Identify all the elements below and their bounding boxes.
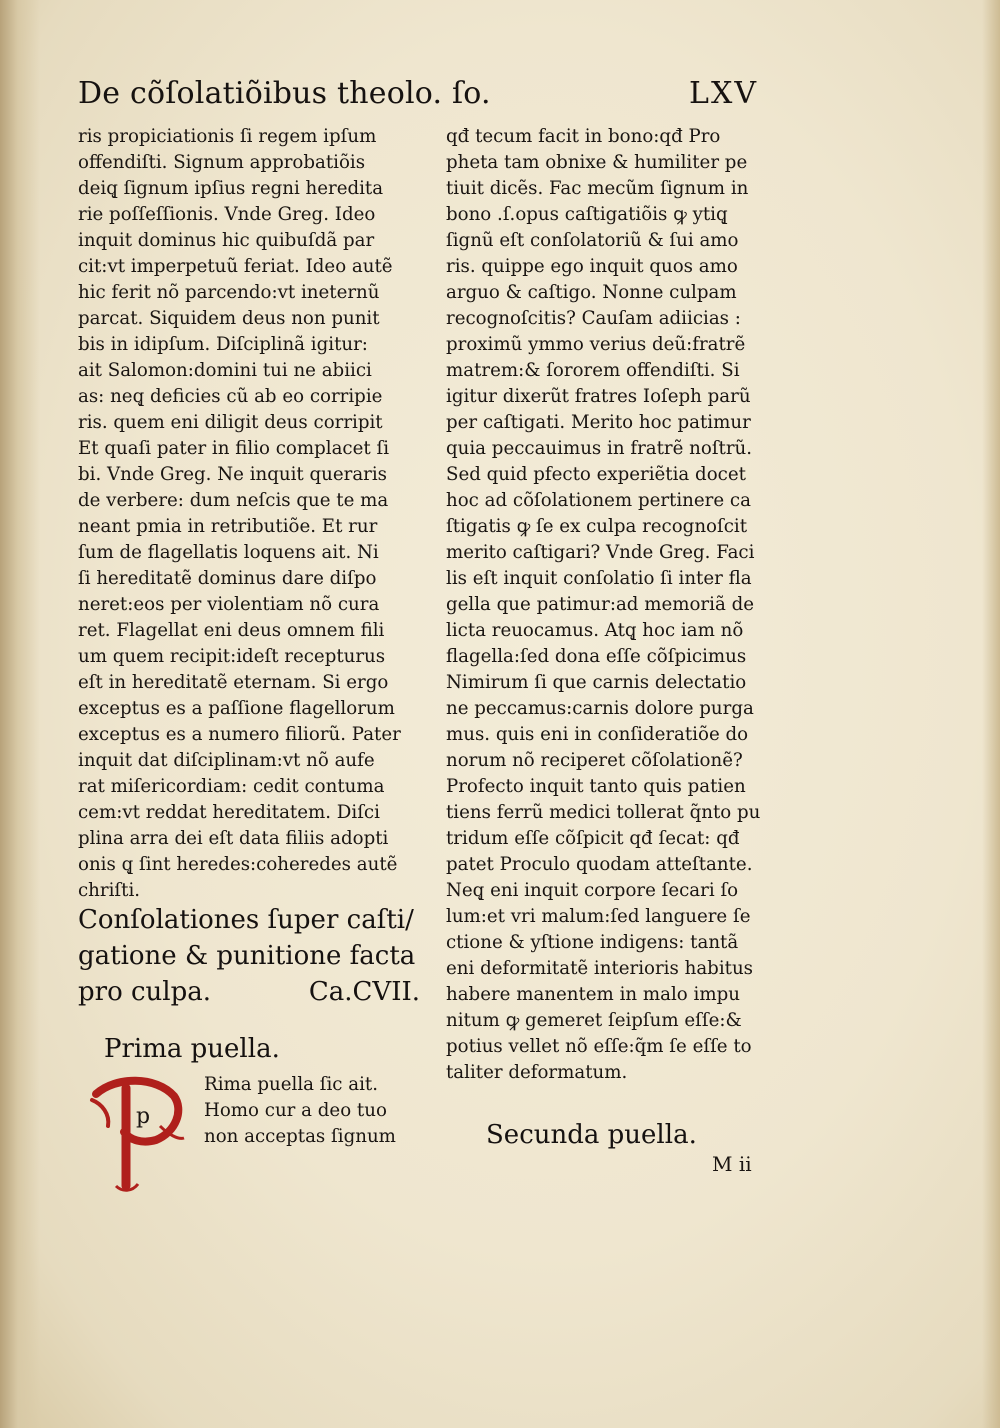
text-line: nitum ꝙ gemeret ſeipſum eſſe:& (446, 1010, 742, 1031)
text-line: lum:et vri malum:ſed languere ſe (446, 906, 751, 927)
text-line: merito caſtigari? Vnde Greg. Faci (446, 542, 755, 563)
text-line: as: neq̨ deficies cũ ab eo corripie (78, 386, 383, 407)
decorated-initial (86, 1074, 186, 1194)
text-line: lis eſt inquit conſolatio ſi inter fla (446, 568, 752, 589)
right-text-column (446, 124, 794, 1086)
text-line: cit:vt imperpetuũ feriat. Ideo autẽ (78, 256, 393, 277)
text-line: hic ferit nõ parcendo:vt ineternũ (78, 282, 380, 303)
text-line: habere manentem in malo impu (446, 984, 740, 1005)
text-line: cem:vt reddat hereditatem. Diſci (78, 802, 380, 823)
speaker-heading-second: Secunda puella. (486, 1120, 697, 1150)
text-line: inquit dominus hic quibuſdã par (78, 230, 375, 251)
text-line: arguo & caſtigo. Nonne culpam (446, 282, 737, 303)
text-line: eni deformitatẽ interioris habitus (446, 958, 753, 979)
text-line: ris propiciationis ſi regem ipſum (78, 126, 377, 147)
chapter-number: Ca.CVII. (308, 977, 420, 1007)
text-line: eſt in hereditatẽ eternam. Si ergo (78, 672, 389, 693)
text-line: ait Salomon:domini tui ne abiici (78, 360, 372, 381)
initial-guide-letter: p (136, 1104, 151, 1129)
left-text-column (78, 124, 438, 904)
text-line: tridum eſſe cõſpicit qđ ſecat: qđ (446, 828, 740, 849)
text-line: hoc ad cõſolationem pertinere ca (446, 490, 751, 511)
text-line: onis q̨ ſint heredes:coheredes autẽ (78, 854, 398, 875)
first-maiden-text (204, 1072, 444, 1150)
text-line: Sed quid pfecto experiẽtia docet (446, 464, 746, 485)
text-line: bi. Vnde Greg. Ne inquit queraris (78, 464, 388, 485)
heading-line: pro culpa. (78, 977, 212, 1007)
text-line: potius vellet nõ eſſe:q̃m ſe eſſe to (446, 1036, 752, 1057)
text-line: Rima puella ſic ait. (204, 1074, 379, 1095)
page-edge-shadow (982, 0, 1000, 1428)
text-line: Nimirum ſi que carnis delectatio (446, 672, 747, 693)
text-line: mus. quis eni in conſideratiõe do (446, 724, 749, 745)
text-line: exceptus es a numero filiorũ. Pater (78, 724, 401, 745)
text-line: ſum de flagellatis loquens ait. Ni (78, 542, 379, 563)
text-line: norum nõ reciperet cõſolationẽ? (446, 750, 743, 771)
text-line: matrem:& ſororem offendiſti. Si (446, 360, 740, 381)
heading-line: gatione & punitione facta (78, 941, 416, 971)
text-line: licta reuocamus. Atq̨ hoc iam nõ (446, 620, 744, 641)
text-line: chriſti. (78, 880, 141, 901)
text-line: tiens ferrũ medici tollerat q̃nto pu (446, 802, 761, 823)
folio-number: LXV (689, 76, 758, 111)
text-line: offendiſti. Signum approbatiõis (78, 152, 366, 173)
text-line: taliter deformatum. (446, 1062, 628, 1083)
text-line: recognoſcitis? Cauſam adiicias : (446, 308, 741, 329)
text-line: de verbere: dum neſcis que te ma (78, 490, 389, 511)
chapter-heading (78, 902, 438, 1010)
text-line: bono .ſ.opus caſtigatiõis ꝙ ytiq̨ (446, 204, 728, 225)
text-line: ris. quem eni diligit deus corripit (78, 412, 383, 433)
text-line: ſignũ eſt conſolatoriũ & ſui amo (446, 230, 739, 251)
text-line: pheta tam obnixe & humiliter pe (446, 152, 748, 173)
red-initial-p-icon (86, 1074, 186, 1194)
text-line: flagella:ſed dona eſſe cõſpicimus (446, 646, 747, 667)
text-line: neret:eos per violentiam nõ cura (78, 594, 380, 615)
text-line: Profecto inquit tanto quis patien (446, 776, 746, 797)
text-line: ret. Flagellat eni deus omnem fili (78, 620, 385, 641)
text-line: ne peccamus:carnis dolore purga (446, 698, 754, 719)
heading-line: Conſolationes ſuper caſti/ (78, 905, 414, 935)
running-title: De cõſolatiõibus theolo. ſo. (78, 76, 491, 111)
text-line: plina arra dei eſt data filiis adopti (78, 828, 389, 849)
text-line: quia peccauimus in fratrẽ noſtrũ. (446, 438, 753, 459)
text-line: bis in idipſum. Diſciplinã igitur: (78, 334, 368, 355)
text-line: rat miſericordiam: cedit contuma (78, 776, 385, 797)
text-line: ris. quippe ego inquit quos amo (446, 256, 738, 277)
text-line: ctione & yſtione indigens: tantã (446, 932, 739, 953)
speaker-heading-first: Prima puella. (104, 1034, 280, 1064)
text-line: rie poſſeſſionis. Vnde Greg. Ideo (78, 204, 376, 225)
text-line: um quem recipit:ideſt recepturus (78, 646, 386, 667)
text-line: exceptus es a paſſione flagellorum (78, 698, 395, 719)
text-line: deiq̨ ſignum ipſius regni heredita (78, 178, 384, 199)
text-line: per caſtigati. Merito hoc patimur (446, 412, 751, 433)
text-line: neant pmia in retributiõe. Et rur (78, 516, 378, 537)
text-line: gella que patimur:ad memoriã de (446, 594, 754, 615)
text-line: ſtigatis ꝙ ſe ex culpa recognoſcit (446, 516, 748, 537)
text-line: parcat. Siquidem deus non punit (78, 308, 380, 329)
text-line: non acceptas ſignum (204, 1126, 396, 1147)
text-line: proximũ ymmo verius deũ:fratrẽ (446, 334, 746, 355)
page-header (78, 76, 758, 122)
text-line: Neq̨ eni inquit corpore ſecari ſo (446, 880, 739, 901)
text-line: Et quaſi pater in filio complacet ſi (78, 438, 390, 459)
text-line: ſi hereditatẽ dominus dare diſpo (78, 568, 377, 589)
page-gutter-shadow (0, 0, 40, 1428)
signature-mark: M ii (712, 1152, 752, 1176)
text-line: tiuit dicẽs. Fac mecũm ſignum in (446, 178, 749, 199)
text-line: igitur dixerũt fratres Ioſeph parũ (446, 386, 751, 407)
text-line: Homo cur a deo tuo (204, 1100, 387, 1121)
text-line: patet Proculo quodam atteſtante. (446, 854, 753, 875)
text-line: inquit dat diſciplinam:vt nõ aufe (78, 750, 375, 771)
text-line: qđ tecum facit in bono:qđ Pro (446, 126, 721, 147)
